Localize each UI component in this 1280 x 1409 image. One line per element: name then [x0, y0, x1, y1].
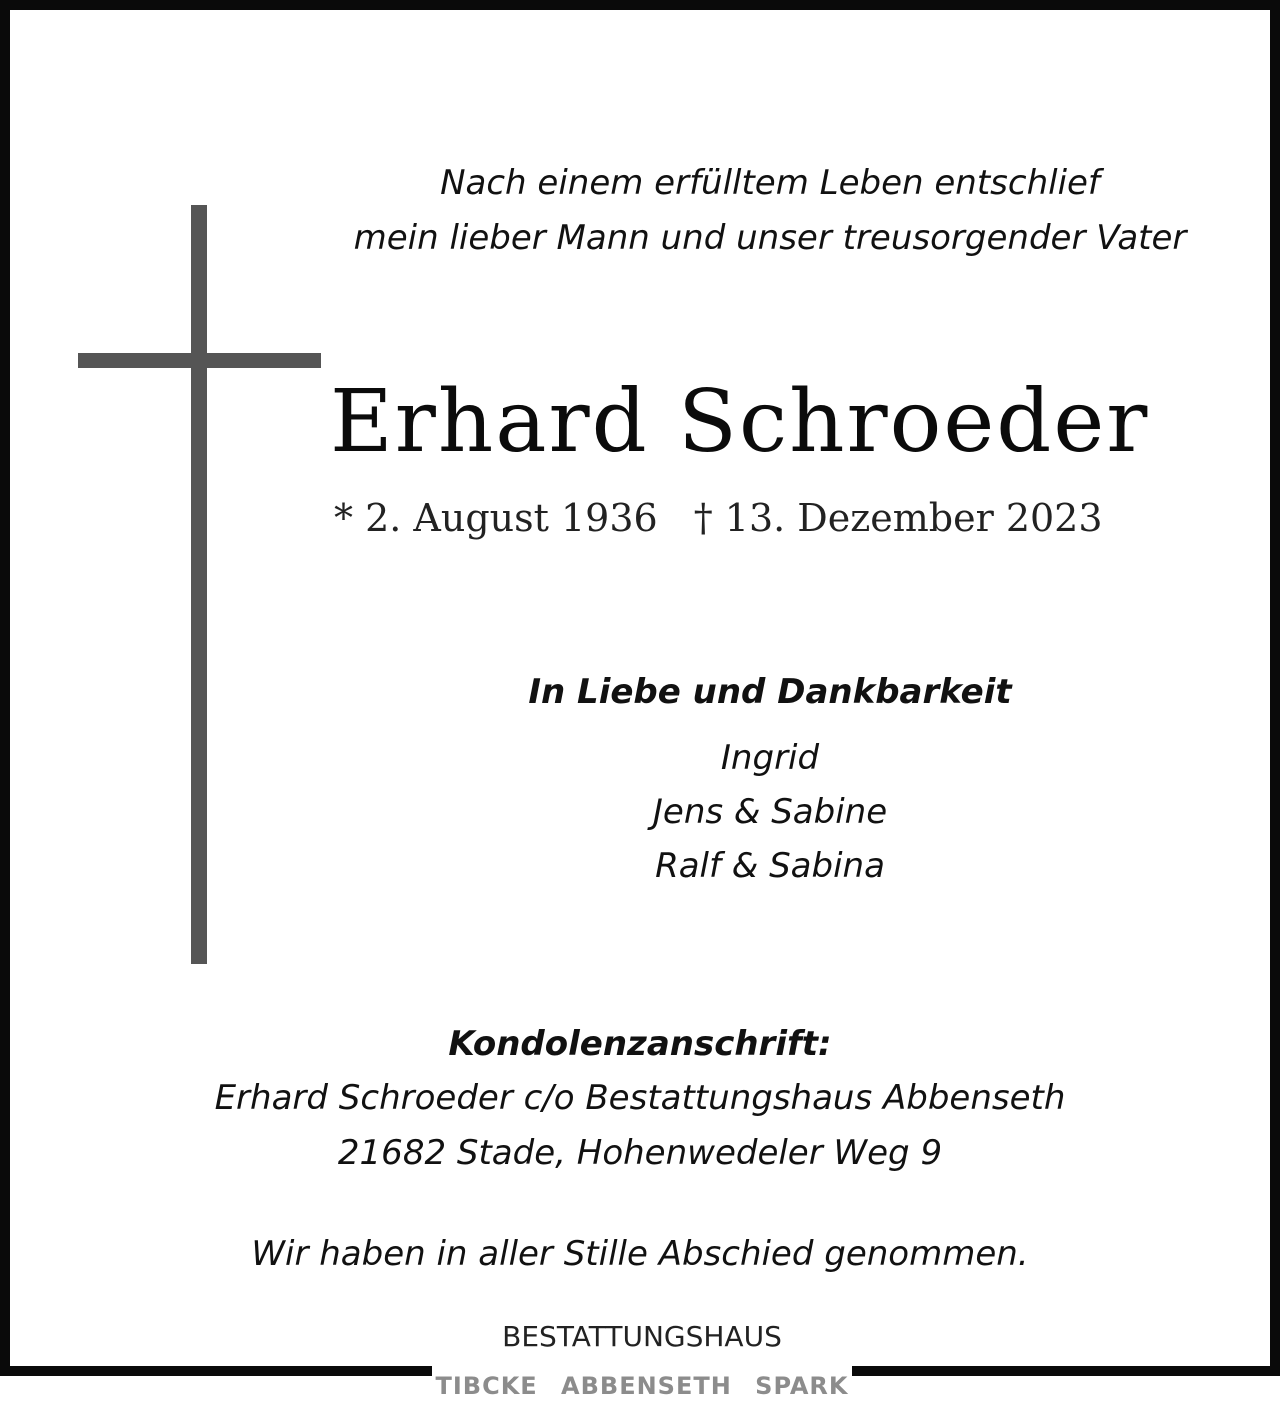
- logo-bottom-text: TIBCKE ABBENSETH SPARK: [435, 1372, 849, 1400]
- death-date: † 13. Dezember 2023: [693, 496, 1103, 540]
- cross-vertical-bar: [191, 205, 207, 964]
- condolence-address-line: 21682 Stade, Hohenwedeler Weg 9: [337, 1133, 943, 1173]
- logo-top-text: BESTATTUNGSHAUS: [502, 1320, 782, 1353]
- closing-statement: Wir haben in aller Stille Abschied genommen.: [251, 1234, 1029, 1274]
- frame-top-border: [0, 0, 1280, 10]
- condolence-address-line: Erhard Schroeder c/o Bestattungshaus Abbenseth: [214, 1078, 1066, 1118]
- mourners-heading: In Liebe und Dankbarkeit: [528, 672, 1012, 712]
- intro-line-1: Nach einem erfülltem Leben entschlief: [440, 163, 1100, 203]
- frame-bottom-right-border: [852, 1366, 1280, 1376]
- mourner-name: Ralf & Sabina: [655, 846, 885, 886]
- mourner-name: Jens & Sabine: [652, 792, 888, 832]
- frame-left-border: [0, 0, 10, 1376]
- frame-right-border: [1270, 0, 1280, 1376]
- life-dates: [334, 496, 1214, 540]
- mourner-name: Ingrid: [720, 738, 820, 778]
- condolence-heading: Kondolenzanschrift:: [448, 1024, 832, 1064]
- birth-date: * 2. August 1936: [334, 496, 658, 540]
- frame-bottom-left-border: [0, 1366, 432, 1376]
- deceased-name: Erhard Schroeder: [330, 372, 1150, 472]
- intro-line-2: mein lieber Mann und unser treusorgender Vater: [353, 218, 1187, 258]
- cross-horizontal-bar: [78, 353, 321, 368]
